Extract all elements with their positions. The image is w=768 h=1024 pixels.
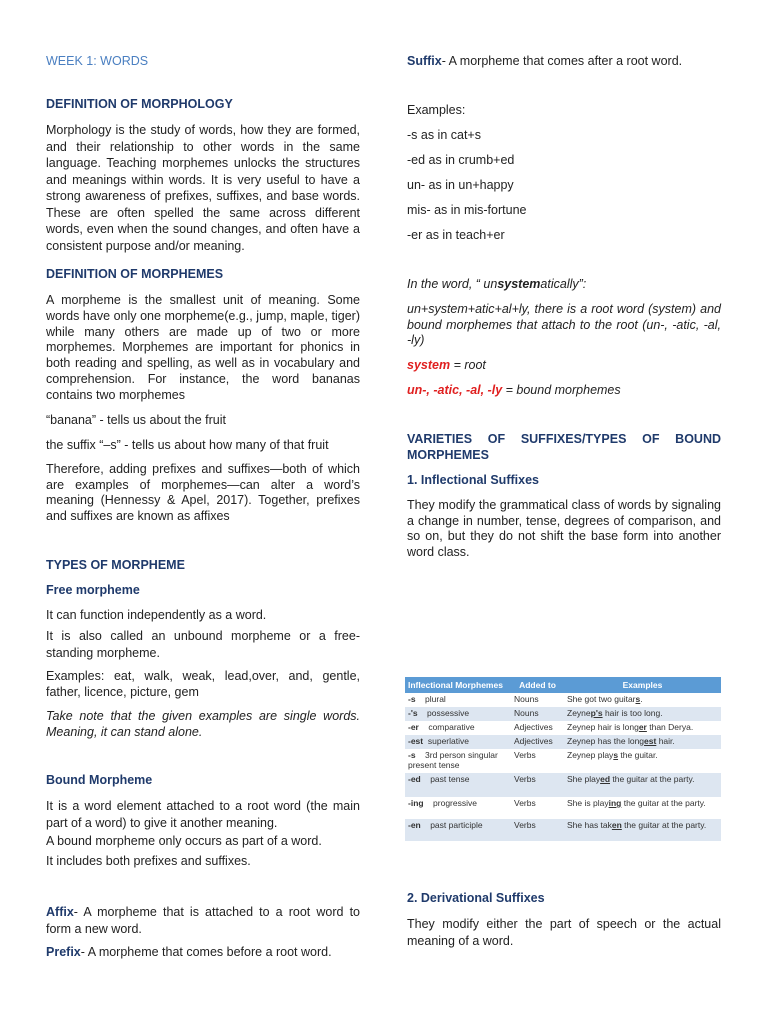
example-item: -ed as in crumb+ed [407, 153, 515, 167]
free-examples: Examples: eat, walk, weak, lead,over, and, gentle, father, licence, picture, gem [46, 669, 360, 699]
example-item: -er as in teach+er [407, 228, 505, 242]
week-title: WEEK 1: WORDS [46, 54, 149, 68]
morphemes-paragraph: A morpheme is the smallest unit of meaning. Some words have only one morpheme(e.g., jump, maple, tiger) while many others are made up of two or more morphemes. Morphemes are important for phonics in both reading and spelling, as well as in vocabulary and comprehension. For instance, the word bananas contains two morphemes [46, 293, 360, 402]
root-term: system [407, 358, 451, 372]
heading-definition-of-morphology: DEFINITION OF MORPHOLOGY [46, 97, 233, 111]
affix-term: Affix [46, 905, 74, 919]
free-line-1: It can function independently as a word. [46, 608, 267, 622]
therefore-paragraph: Therefore, adding prefixes and suffixes—both of which are examples of morphemes—can alter a word’s meaning (Hennessy & Apel, 2017). Together, prefixes and suffixes are known as affixes [46, 462, 360, 523]
bound-terms: un-, -atic, -al, -ly [407, 383, 503, 397]
inflectional-paragraph: They modify the grammatical class of words by signaling a change in number, tense, degrees of comparison, and so on, but they do not shift the base form into another word class. [407, 498, 721, 559]
free-line-2: It is also called an unbound morpheme or a free-standing morpheme. [46, 629, 360, 660]
table-row: -en past participle Verbs She has taken the guitar at the party. [405, 819, 721, 841]
suffix-def: - A morpheme that comes after a root word. [441, 54, 683, 68]
bound-morphemes-line: un-, -atic, -al, -ly = bound morphemes [407, 383, 621, 397]
heading-inflectional-suffixes: 1. Inflectional Suffixes [407, 473, 539, 487]
banana-line: “banana” - tells us about the fruit [46, 413, 226, 427]
morphology-paragraph: Morphology is the study of words, how they are formed, and their relationship to other words in the same language. Teaching morphemes unlocks the structures and meanings within words. It is very useful to have a strong awareness of prefixes, suffixes, and base words. These are often spelled the same across different words, even when the sound changes, and often have a consistent purpose and/or meaning. [46, 123, 360, 253]
table-row: -'s possessive Nouns Zeynep's hair is too long. [405, 707, 721, 721]
heading-bound-morpheme: Bound Morpheme [46, 773, 153, 787]
word-intro: In the word, “ unsystematically”: [407, 277, 587, 291]
suffix-s-line: the suffix “–s” - tells us about how many of that fruit [46, 438, 329, 452]
free-note: Take note that the given examples are single words. Meaning, it can stand alone. [46, 709, 360, 739]
table-header: Added to [511, 677, 564, 693]
prefix-def: - A morpheme that comes before a root word. [80, 945, 332, 959]
table-row: -s plural Nouns She got two guitars. [405, 693, 721, 707]
heading-definition-of-morphemes: DEFINITION OF MORPHEMES [46, 267, 224, 281]
example-item: -s as in cat+s [407, 128, 481, 142]
example-item: mis- as in mis-fortune [407, 203, 527, 217]
table-header: Inflectional Morphemes [405, 677, 511, 693]
table-row: -s 3rd person singular present tense Verbs Zeynep plays the guitar. [405, 749, 721, 773]
suffix-term: Suffix [407, 54, 442, 68]
heading-derivational-suffixes: 2. Derivational Suffixes [407, 891, 545, 905]
table-row: -est superlative Adjectives Zeynep has the longest hair. [405, 735, 721, 749]
derivational-paragraph: They modify either the part of speech or the actual meaning of a word. [407, 917, 721, 948]
breakdown-paragraph: un+system+atic+al+ly, there is a root word (system) and bound morphemes that attach to the root (un-, -atic, -al, -ly) [407, 302, 721, 347]
bound-line-1: It is a word element attached to a root word (the main part of a word) to give it another meaning. [46, 799, 360, 830]
root-line: system = root [407, 358, 486, 372]
suffix-definition [407, 54, 682, 68]
affix-definition [46, 904, 360, 937]
inflectional-morphemes-table [405, 677, 721, 841]
table-header-row [405, 677, 721, 693]
prefix-definition [46, 945, 332, 959]
table-row: -er comparative Adjectives Zeynep hair is longer than Derya. [405, 721, 721, 735]
bound-line-2: A bound morpheme only occurs as part of a word. [46, 834, 322, 848]
bound-line-3: It includes both prefixes and suffixes. [46, 854, 251, 868]
examples-label: Examples: [407, 103, 466, 117]
table-row: -ed past tense Verbs She played the guitar at the party. [405, 773, 721, 797]
heading-free-morpheme: Free morpheme [46, 583, 140, 597]
heading-types-of-morpheme: TYPES OF MORPHEME [46, 558, 185, 572]
example-item: un- as in un+happy [407, 178, 514, 192]
table-header: Examples [564, 677, 721, 693]
table-row: -ing progressive Verbs She is playing the guitar at the party. [405, 797, 721, 819]
heading-varieties-of-suffixes: VARIETIES OF SUFFIXES/TYPES OF BOUND MORPHEMES [407, 432, 721, 462]
prefix-term: Prefix [46, 945, 81, 959]
affix-def: - A morpheme that is attached to a root word to form a new word. [46, 905, 360, 936]
